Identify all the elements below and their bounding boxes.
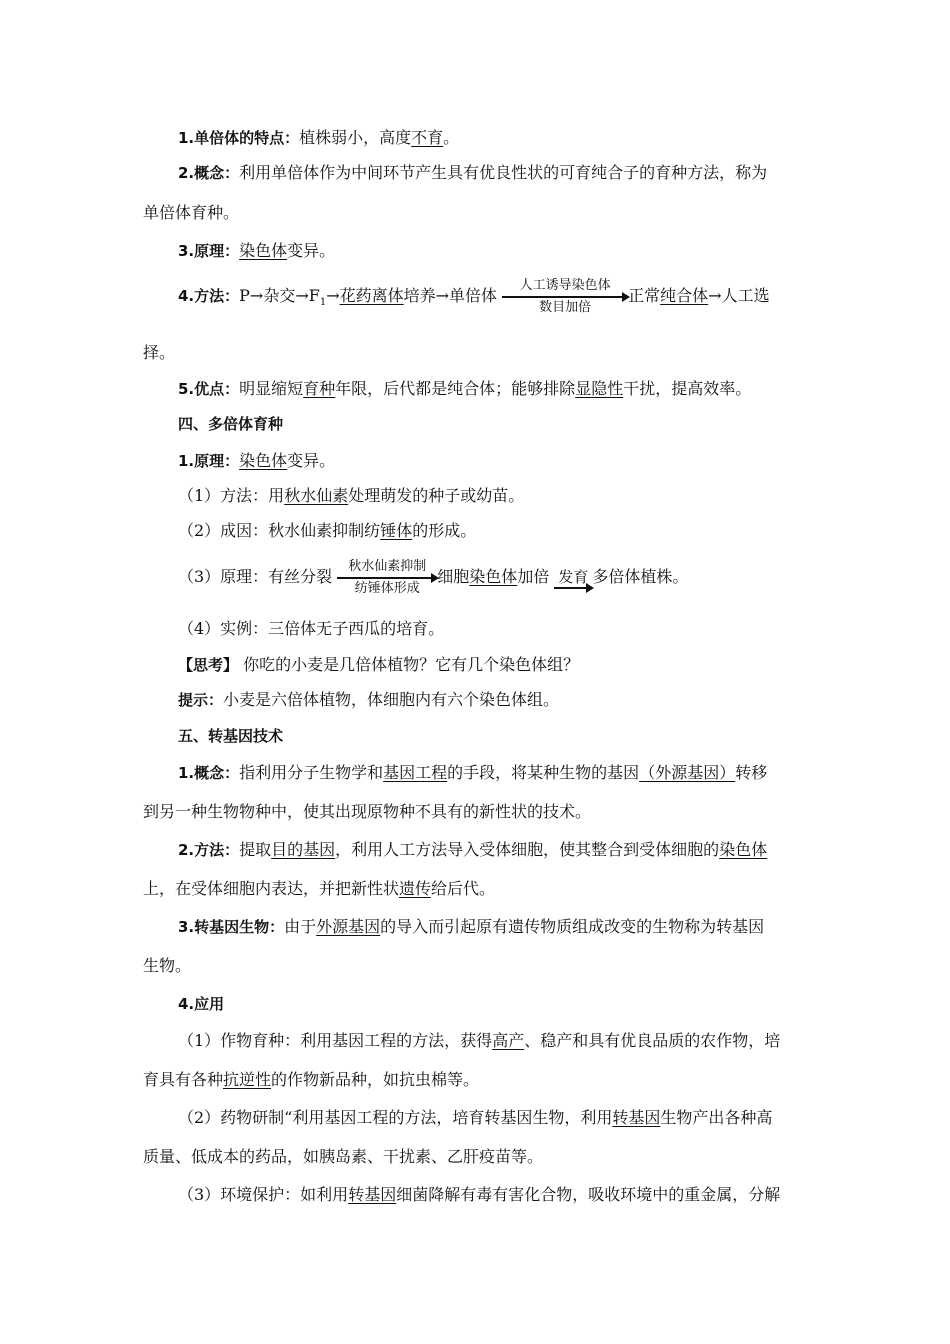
section-label: 1.原理： [178, 452, 240, 470]
arrow-shaft [554, 587, 592, 589]
blank-answer: （外源基因） [639, 763, 736, 782]
blank-answer: 花药离体 [339, 286, 404, 305]
reaction-arrow: 秋水仙素抑制 纺锤体形成 [337, 559, 437, 597]
blank-answer: 显隐性 [575, 379, 624, 398]
section-label: 提示： [178, 691, 224, 709]
blank-answer: 外源基因 [316, 917, 381, 936]
section-label: 5.优点： [178, 380, 240, 398]
method-line: 4.方法：P→杂交$\to F_1\to$花药离体培养→单倍体 人工诱导染色体 数目加倍 正常纯合体→人工选 [178, 277, 770, 315]
arrow-shaft [502, 296, 628, 298]
section-label: 3.转基因生物： [178, 918, 285, 936]
reaction-arrow: 人工诱导染色体 数目加倍 [502, 278, 628, 316]
section-label: 1.单倍体的特点： [178, 129, 300, 147]
blank-answer: 抗逆性 [223, 1070, 272, 1089]
blank-answer: 高产 [492, 1031, 525, 1050]
concept-line: 2.概念：利用单倍体作为中间环节产生具有优良性状的可育纯合子的育种方法，称为 [178, 163, 768, 182]
section-label: 2.方法： [178, 841, 240, 859]
advantage-line: 5.优点：明显缩短育种年限，后代都是纯合体；能够排除显隐性干扰，提高效率。 [178, 379, 752, 398]
section-label: 【思考】 [178, 656, 239, 674]
hint-line: 提示：小麦是六倍体植物，体细胞内有六个染色体组。 [178, 690, 560, 709]
section-label: 4.方法： [178, 287, 240, 305]
blank-answer: 遗传 [399, 879, 432, 898]
heading-polyploid: 四、多倍体育种 [178, 415, 284, 433]
blank-answer: 染色体 [239, 241, 288, 260]
blank-answer: 染色体 [239, 451, 288, 470]
heading-transgenic: 五、转基因技术 [178, 727, 284, 745]
blank-answer: 转基因 [348, 1185, 397, 1204]
blank-answer: 锤体 [380, 521, 413, 540]
principle-line: 3.原理：染色体变异。 [178, 241, 336, 260]
blank-answer: 染色体 [719, 840, 768, 859]
reaction-arrow: 发育 [554, 569, 592, 591]
document-page: 1.单倍体的特点：植株弱小，高度不育。 2.概念：利用单倍体作为中间环节产生具有优良性状的可育纯合子的育种方法，称为 单倍体育种。 3.原理：染色体变异。 4.方法：P→杂交$\to F_1\to$花药离体培养→单倍体 人工诱导染色体 数目加倍 正常纯合体→人工选 择。 5.优点：明显缩短育种年限，后代都是纯合体；能够排除显隐性干扰，提高效率。 四、多倍体育种 1.原理：染色体变异。 （1）方法：用秋水仙素处理萌发的种子或幼苗。 （2）成因：秋水仙素抑制纺锤体的形成。 （3）原理：有丝分裂 秋水仙素抑制 纺锤体形成 细胞染色体加倍 发育 多倍体植株。 （4）实例：三倍体无子西瓜的培育。 【思考】 你吃的小麦是几倍体植物？它有几个染色体组？ 提示：小麦是六倍体植物，体细胞内有六个染色体组。 五、转基因技术 1.概念：指利用分子生物学和基因工程的手段，将某种生物的基因（外源基因）转移 到另一种生物物种中，使其出现原物种不具有的新性状的技术。 2.方法：提取目的基因，利用人工方法导入受体细胞，使其整合到受体细胞的染色体 上，在受体细胞内表达，并把新性状遗传给后代。 3.转基因生物：由于外源基因的导入而引起原有遗传物质组成改变的生物称为转基因 生物。 4.应用 （1）作物育种：利用基因工程的方法，获得高产、稳产和具有优良品质的农作物，培 育具有各种抗逆性的作物新品种，如抗虫棉等。 （2）药物研制“利用基因工程的方法，培育转基因生物，利用转基因生物产出各种高 质量、低成本的药品，如胰岛素、干扰素、乙肝疫苗等。 （3）环境保护：如利用转基因细菌降解有毒有害化合物，吸收环境中的重金属，分解 [143, 128, 781, 1204]
section-label: 4.应用 [178, 995, 225, 1013]
arrow-shaft [337, 577, 437, 579]
section-label: 1.概念： [178, 764, 240, 782]
think-line: 【思考】 你吃的小麦是几倍体植物？它有几个染色体组？ [178, 655, 580, 674]
blank-answer: 目的基因 [271, 840, 336, 859]
section-label: 2.概念： [178, 164, 240, 182]
blank-answer: 转基因 [612, 1108, 661, 1127]
haploid-traits-line: 1.单倍体的特点：植株弱小，高度不育。 [178, 128, 460, 147]
blank-answer: 秋水仙素 [284, 486, 349, 505]
blank-answer: 育种 [303, 379, 336, 398]
blank-answer: 染色体 [469, 567, 518, 586]
blank-answer: 纯合体 [660, 286, 709, 305]
blank-answer: 基因工程 [383, 763, 448, 782]
section-label: 3.原理： [178, 242, 240, 260]
blank-answer: 不育 [411, 128, 444, 147]
